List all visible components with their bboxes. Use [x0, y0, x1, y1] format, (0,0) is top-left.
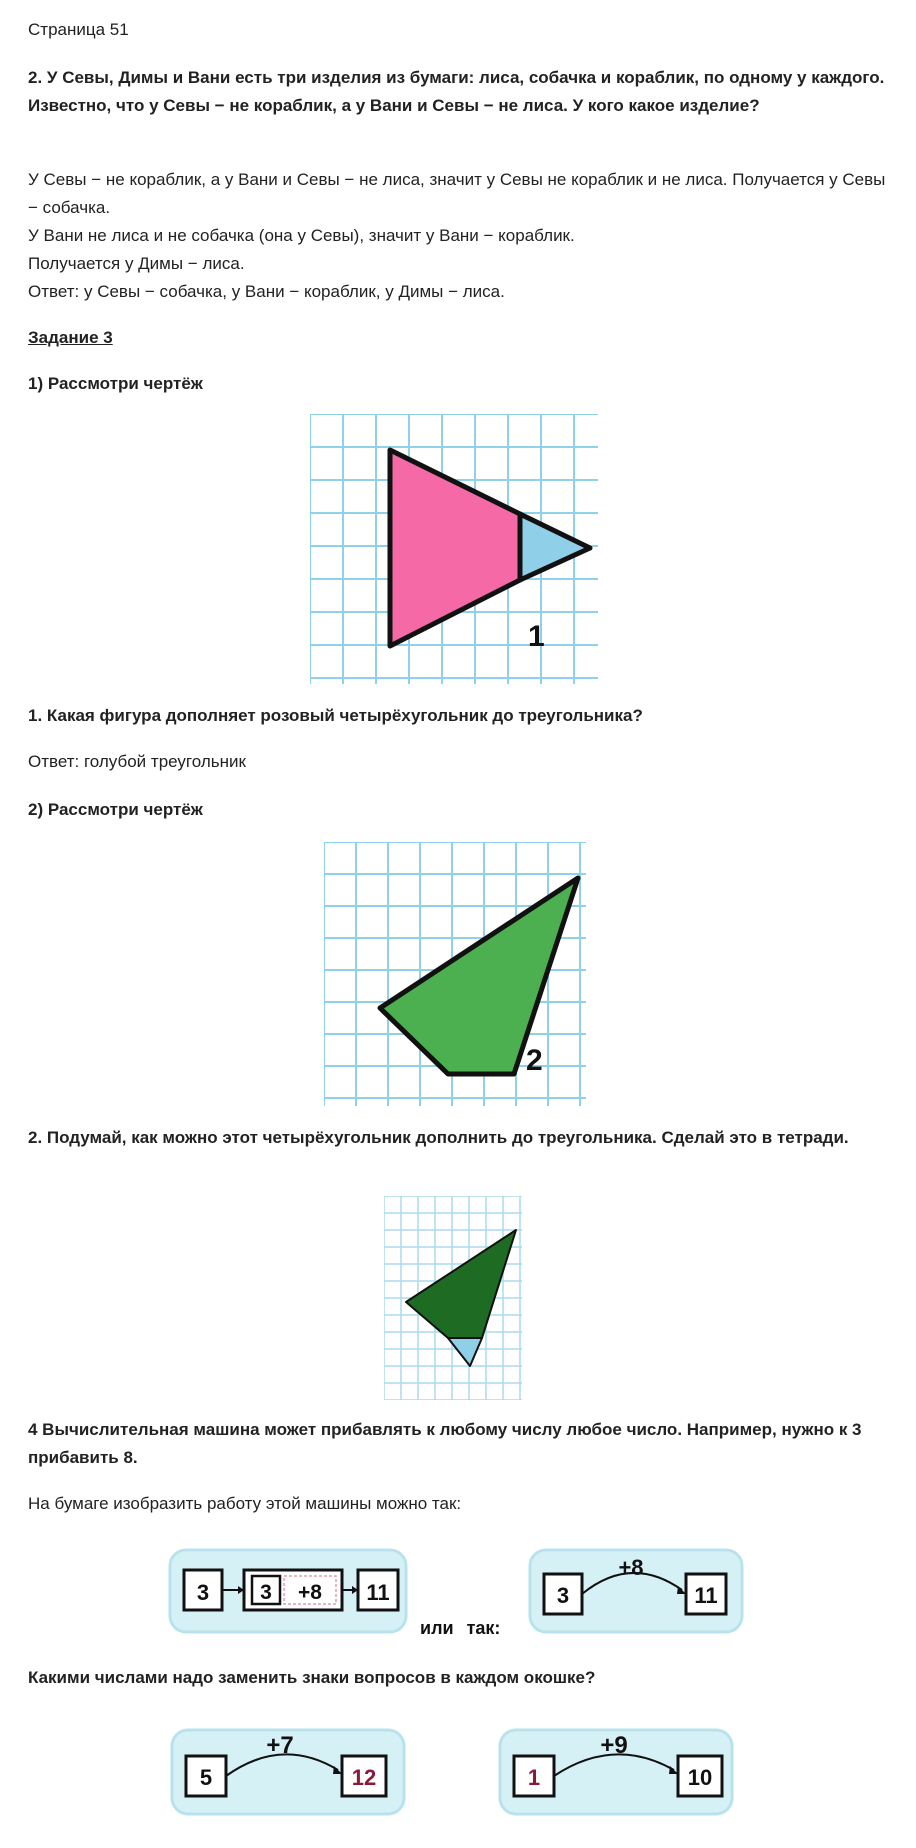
machine-2-input: 3: [556, 1583, 570, 1608]
example-2-input: 1: [527, 1765, 541, 1790]
example-1-operation: +7: [266, 1732, 294, 1759]
example-2-output: 10: [687, 1765, 713, 1790]
task3-question-2: 2. Подумай, как можно этот четырёхугольник дополнить до треугольника. Сделай это в тетради.: [28, 1128, 849, 1147]
figure-2-drawing: [324, 842, 586, 1106]
task3-part1-label: 1) Рассмотри чертёж: [28, 374, 203, 393]
figure-3-solution-drawing: [384, 1196, 522, 1400]
task2-line-1: У Севы − не кораблик, а у Вани и Севы − не лиса, значит у Севы не кораблик и не лиса. Получается у Севы − собачка.: [28, 170, 886, 217]
machine-diagram-2: [528, 1546, 744, 1634]
page-title: Страница 51: [28, 20, 129, 39]
task2-line-2: У Вани не лиса и не собачка (она у Севы), значит у Вани − кораблик.: [28, 226, 575, 245]
task3-answer-1: Ответ: голубой треугольник: [28, 752, 246, 771]
task2-answer: Ответ: у Севы − собачка, у Вани − кораблик, у Димы − лиса.: [28, 282, 505, 301]
dark-green-quadrilateral: [406, 1230, 516, 1338]
machine-1-input: 3: [196, 1580, 210, 1605]
example-2-operation: +9: [600, 1732, 628, 1759]
example-1-input: 5: [199, 1765, 213, 1790]
figure-1-number: 1: [528, 620, 545, 653]
machine-2-output: 11: [694, 1583, 718, 1608]
example-diagram-2: [498, 1722, 734, 1816]
machine-1-operation: +8: [298, 1581, 322, 1604]
task3-question-1: 1. Какая фигура дополняет розовый четырёхугольник до треугольника?: [28, 706, 643, 725]
machine-1-inner-box: 3: [260, 1581, 272, 1604]
task2-line-3: Получается у Димы − лиса.: [28, 254, 245, 273]
task3-part2-label: 2) Рассмотри чертёж: [28, 800, 203, 819]
task2-question: 2. У Севы, Димы и Вани есть три изделия из бумаги: лиса, собачка и кораблик, по одному у каждого. Известно, что у Севы − не кораблик, а у Вани и Севы − не лиса. У кого какое изделие?: [28, 68, 885, 115]
task4-intro: На бумаге изобразить работу этой машины можно так:: [28, 1494, 462, 1513]
machine-2-operation: +8: [618, 1555, 644, 1580]
figure-1-drawing: [310, 414, 598, 684]
or-text: или так:: [420, 1618, 501, 1638]
figure-2-number: 2: [526, 1044, 543, 1077]
task4-question: 4 Вычислительная машина может прибавлять к любому числу любое число. Например, нужно к 3 прибавить 8.: [28, 1420, 862, 1467]
task4-question-2: Какими числами надо заменить знаки вопросов в каждом окошке?: [28, 1668, 596, 1687]
machine-1-output: 11: [366, 1580, 390, 1605]
machine-diagram-1: [168, 1548, 408, 1634]
example-1-output: 12: [351, 1765, 377, 1790]
example-diagram-1: [170, 1722, 406, 1816]
blue-triangle: [520, 514, 590, 580]
added-blue-triangle: [448, 1338, 482, 1366]
task3-heading: Задание 3: [28, 328, 113, 347]
